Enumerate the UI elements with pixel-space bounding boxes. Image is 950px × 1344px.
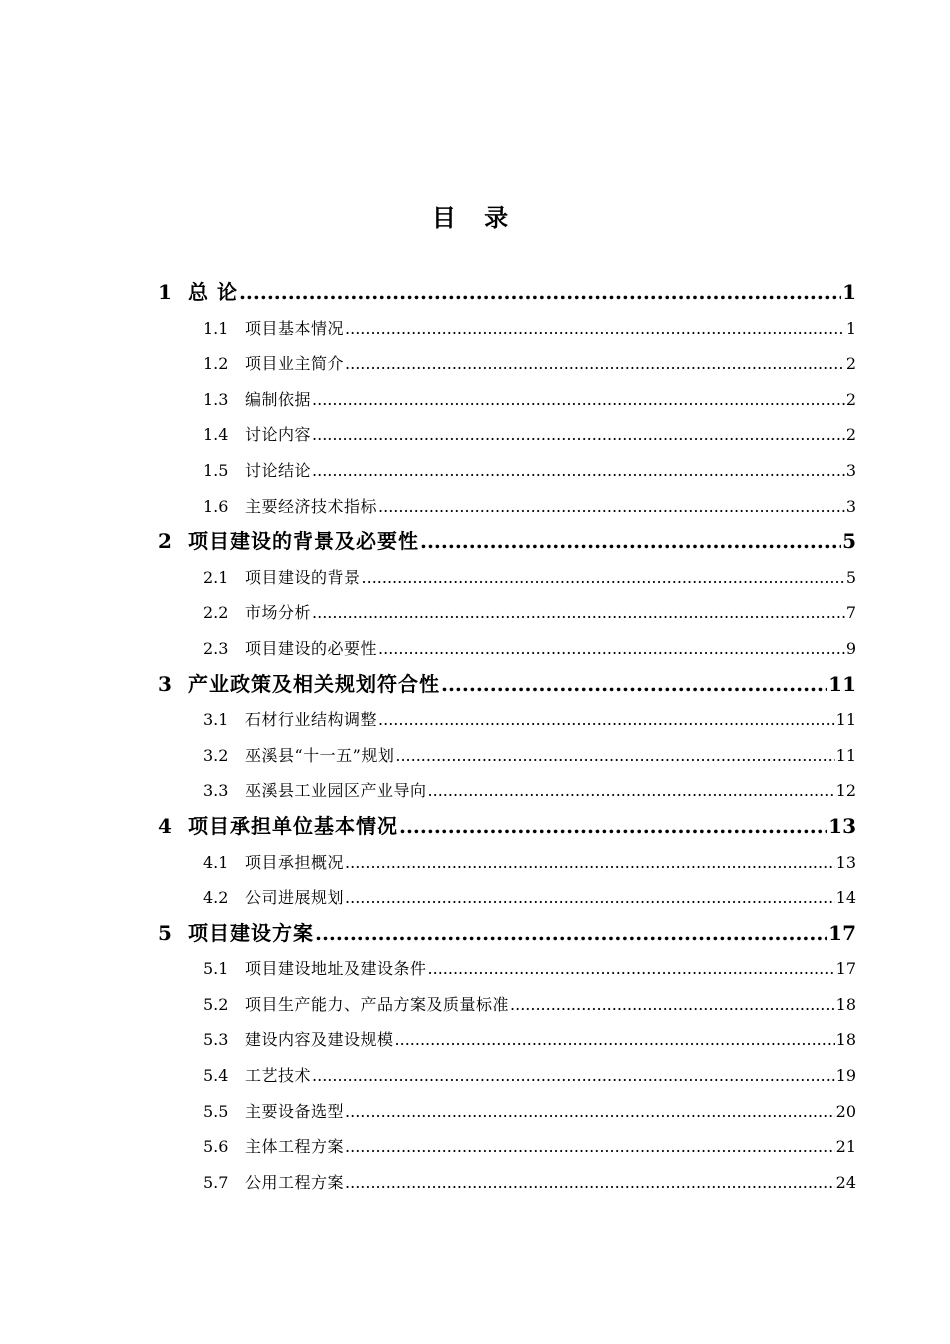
toc-section-entry[interactable]: [158, 382, 856, 418]
toc-dot-leader: [420, 524, 841, 560]
toc-entry-number: 1: [158, 280, 172, 304]
toc-entry-number: 3.2: [203, 745, 229, 765]
toc-dot-leader: [312, 382, 845, 418]
toc-entry-number: 2.2: [203, 603, 229, 623]
toc-entry-title: 编制依据: [245, 389, 312, 409]
toc-page-number: 2: [845, 425, 856, 445]
toc-entry-number: 1.5: [203, 460, 229, 480]
toc-section-entry[interactable]: [158, 1165, 856, 1201]
toc-entry-number: 2: [158, 529, 172, 554]
toc-entry-title: 项目生产能力、产品方案及质量标准: [245, 994, 510, 1014]
toc-section-entry[interactable]: [158, 1058, 856, 1094]
toc-entry-title: 巫溪县“十一五”规划: [245, 745, 395, 765]
toc-entry-number: 5.3: [203, 1030, 229, 1050]
toc-entry-number: 3.3: [203, 781, 229, 801]
toc-entry-title: 巫溪县工业园区产业导向: [245, 781, 427, 801]
toc-page-number: 7: [845, 603, 856, 623]
toc-entry-title: 总 论: [188, 280, 238, 304]
toc-section-entry[interactable]: [158, 951, 856, 987]
toc-dot-leader: [510, 987, 835, 1023]
toc-entry-number: 5.6: [203, 1137, 229, 1157]
toc-dot-leader: [312, 453, 845, 489]
toc-chapter-entry[interactable]: [158, 809, 856, 845]
toc-entry-number: 1.6: [203, 496, 229, 516]
toc-dot-leader: [395, 1022, 835, 1058]
toc-page-number: 19: [835, 1066, 856, 1086]
toc-entry-number: 5.5: [203, 1101, 229, 1121]
toc-entry-number: 5.1: [203, 959, 229, 979]
toc-dot-leader: [395, 738, 834, 774]
toc-section-entry[interactable]: [158, 453, 856, 489]
toc-dot-leader: [312, 595, 845, 631]
toc-entry-title: 项目业主简介: [245, 354, 345, 374]
toc-entry-title: 公司进展规划: [245, 888, 345, 908]
toc-entry-title: 讨论内容: [245, 425, 312, 445]
toc-entry-number: 4: [158, 813, 172, 838]
toc-page-number: 24: [835, 1172, 856, 1192]
toc-dot-leader: [345, 1165, 835, 1201]
toc-entry-number: 4.1: [203, 852, 229, 872]
toc-entry-title: 建设内容及建设规模: [245, 1030, 394, 1050]
toc-page-number: 17: [828, 920, 856, 945]
toc-page-number: 1: [842, 280, 856, 304]
toc-entry-number: 3: [158, 671, 172, 696]
toc-chapter-entry[interactable]: [158, 275, 856, 311]
toc-section-entry[interactable]: [158, 738, 856, 774]
toc-entry-title: 市场分析: [245, 603, 312, 623]
toc-entry-title: 主要经济技术指标: [245, 496, 378, 516]
toc-entry-number: 5.4: [203, 1066, 229, 1086]
toc-entry-number: 1.1: [203, 318, 229, 338]
toc-chapter-entry[interactable]: [158, 524, 856, 560]
toc-section-entry[interactable]: [158, 987, 856, 1023]
toc-page-number: 3: [845, 460, 856, 480]
toc-dot-leader: [315, 916, 827, 952]
toc-section-entry[interactable]: [158, 346, 856, 382]
toc-page-number: 5: [845, 567, 856, 587]
toc-page-number: 2: [845, 354, 856, 374]
toc-entry-number: 2.1: [203, 567, 229, 587]
table-of-contents: [158, 275, 856, 1200]
toc-dot-leader: [399, 809, 827, 845]
toc-page-number: 5: [842, 529, 856, 554]
toc-section-entry[interactable]: [158, 631, 856, 667]
toc-dot-leader: [345, 311, 845, 347]
toc-page-number: 13: [835, 852, 856, 872]
toc-entry-number: 5: [158, 920, 172, 945]
toc-entry-title: 石材行业结构调整: [245, 710, 378, 730]
toc-dot-leader: [345, 1129, 835, 1165]
toc-dot-leader: [345, 880, 835, 916]
toc-page-number: 18: [835, 1030, 856, 1050]
toc-section-entry[interactable]: [158, 1094, 856, 1130]
toc-dot-leader: [345, 346, 845, 382]
toc-section-entry[interactable]: [158, 773, 856, 809]
toc-dot-leader: [378, 631, 845, 667]
toc-dot-leader: [345, 1094, 835, 1130]
toc-page-number: 18: [835, 994, 856, 1014]
toc-dot-leader: [428, 773, 835, 809]
toc-section-entry[interactable]: [158, 1022, 856, 1058]
toc-page-number: 12: [835, 781, 856, 801]
toc-chapter-entry[interactable]: [158, 916, 856, 952]
toc-entry-title: 项目建设的背景: [245, 567, 361, 587]
toc-section-entry[interactable]: [158, 417, 856, 453]
toc-entry-title: 项目基本情况: [245, 318, 345, 338]
toc-page-number: 21: [835, 1137, 856, 1157]
toc-section-entry[interactable]: [158, 1129, 856, 1165]
toc-section-entry[interactable]: [158, 560, 856, 596]
toc-page-number: 20: [835, 1101, 856, 1121]
toc-page-number: 3: [845, 496, 856, 516]
toc-section-entry[interactable]: [158, 702, 856, 738]
toc-chapter-entry[interactable]: [158, 667, 856, 703]
toc-dot-leader: [345, 845, 835, 881]
toc-dot-leader: [378, 489, 845, 525]
toc-entry-title: 项目建设地址及建设条件: [245, 959, 427, 979]
toc-entry-number: 1.3: [203, 389, 229, 409]
toc-dot-leader: [362, 560, 845, 596]
toc-entry-title: 项目建设的背景及必要性: [188, 529, 419, 554]
toc-entry-number: 4.2: [203, 888, 229, 908]
toc-page-number: 14: [835, 888, 856, 908]
toc-entry-number: 5.7: [203, 1172, 229, 1192]
toc-section-entry[interactable]: [158, 845, 856, 881]
toc-page-number: 11: [835, 710, 856, 730]
toc-entry-number: 1.4: [203, 425, 229, 445]
toc-entry-title: 项目建设方案: [188, 920, 314, 945]
toc-entry-number: 1.2: [203, 354, 229, 374]
toc-dot-leader: [312, 1058, 835, 1094]
toc-dot-leader: [239, 275, 841, 311]
page-title: 目 录: [431, 203, 519, 232]
toc-dot-leader: [441, 667, 827, 703]
toc-section-entry[interactable]: [158, 595, 856, 631]
toc-entry-title: 主体工程方案: [245, 1137, 345, 1157]
toc-entry-title: 工艺技术: [245, 1066, 312, 1086]
toc-dot-leader: [428, 951, 835, 987]
toc-section-entry[interactable]: [158, 489, 856, 525]
toc-page-number: 11: [835, 745, 856, 765]
toc-page-number: 9: [845, 638, 856, 658]
toc-page-number: 1: [845, 318, 856, 338]
toc-entry-number: 3.1: [203, 710, 229, 730]
toc-entry-title: 项目建设的必要性: [245, 638, 378, 658]
toc-dot-leader: [378, 702, 835, 738]
toc-entry-title: 公用工程方案: [245, 1172, 345, 1192]
toc-entry-title: 项目承担单位基本情况: [188, 813, 398, 838]
toc-page-number: 13: [828, 813, 856, 838]
toc-page-number: 11: [828, 671, 856, 696]
toc-page-number: 2: [845, 389, 856, 409]
toc-entry-title: 讨论结论: [245, 460, 312, 480]
toc-entry-number: 2.3: [203, 638, 229, 658]
toc-section-entry[interactable]: [158, 311, 856, 347]
toc-entry-number: 5.2: [203, 994, 229, 1014]
toc-dot-leader: [312, 417, 845, 453]
toc-section-entry[interactable]: [158, 880, 856, 916]
toc-page-number: 17: [835, 959, 856, 979]
toc-entry-title: 产业政策及相关规划符合性: [188, 671, 440, 696]
toc-entry-title: 项目承担概况: [245, 852, 345, 872]
toc-entry-title: 主要设备选型: [245, 1101, 345, 1121]
